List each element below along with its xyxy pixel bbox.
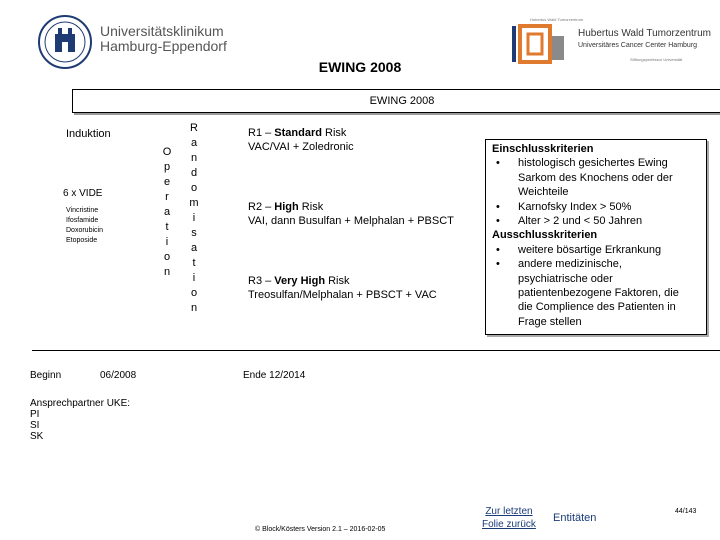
item-line: andere medizinische, (518, 258, 622, 271)
bullet: • (496, 243, 500, 256)
inclusion-item (492, 200, 700, 214)
item-line: die Complience des Patienten in (518, 301, 676, 314)
letter: t (192, 257, 196, 269)
item-line: Karnofsky Index > 50% (518, 200, 632, 213)
letter: p (163, 161, 171, 173)
item-line: Weichteile (518, 186, 569, 199)
arm-prefix: R2 – (248, 201, 275, 213)
arm-r2-title (248, 201, 323, 213)
arm-risk-level: Very High (274, 275, 326, 287)
arm-suffix: Risk (321, 127, 347, 139)
item-line: Frage stellen (518, 315, 582, 328)
letter: o (190, 182, 198, 194)
item-text (518, 257, 679, 329)
arm-risk-level: High (274, 201, 299, 213)
letter: a (163, 206, 171, 218)
bullet: • (496, 200, 500, 213)
hw-tagline: Stiftungsprofessur Universität (630, 57, 683, 62)
page-number: 44/143 (675, 508, 697, 515)
contacts-block (30, 398, 130, 442)
induction-regimen (63, 188, 102, 199)
uke-logo-text (100, 24, 227, 54)
back-link-line: Folie zurück (482, 519, 536, 530)
criteria-box (485, 139, 707, 335)
page-title: EWING 2008 (318, 59, 402, 75)
hw-logo-line-1: Hubertus Wald Tumorzentrum (578, 28, 712, 39)
inclusion-item (492, 214, 700, 228)
exclusion-item (492, 243, 700, 257)
letter: s (191, 227, 197, 239)
uke-logo-line-2: Hamburg-Eppendorf (100, 38, 227, 54)
arm-risk-level: Standard (274, 127, 322, 139)
letter: i (192, 272, 196, 284)
arm-suffix: Risk (325, 275, 350, 287)
letter: r (165, 191, 169, 203)
item-line: Sarkom des Knochens oder der (518, 171, 673, 184)
uke-logo-line-1: Universitätsklinikum (100, 23, 224, 39)
letter: n (190, 302, 198, 314)
item-line: Alter > 2 und < 50 Jahren (518, 215, 643, 228)
item-line: psychiatrische oder (518, 272, 613, 285)
letter: d (190, 167, 198, 179)
exclusion-item (492, 257, 700, 329)
regimen-text: 6 x VIDE (63, 188, 103, 199)
letter: o (190, 287, 198, 299)
drug-item: Doxorubicin (66, 227, 103, 234)
item-text (518, 156, 673, 199)
randomisation-vertical-label (187, 121, 201, 316)
inclusion-heading: Einschlusskriterien (492, 143, 594, 155)
arm-suffix: Risk (298, 201, 324, 213)
letter: i (165, 236, 169, 248)
hw-small-text: Hubertus Wald Tumorzentrum (530, 17, 584, 22)
letter: a (190, 242, 198, 254)
back-link-line: Zur letzten (485, 506, 533, 517)
operation-vertical-label (160, 145, 174, 280)
letter: O (162, 146, 172, 158)
arm-r1-treatment: VAC/VAI + Zoledronic (248, 141, 354, 153)
contacts-heading: Ansprechpartner UKE: (30, 398, 131, 409)
letter: t (165, 221, 169, 233)
letter: n (163, 266, 171, 278)
beginn-label: Beginn (30, 370, 62, 381)
bullet: • (496, 157, 500, 170)
entities-link[interactable]: Entitäten (553, 512, 597, 524)
drug-item: Ifosfamide (66, 217, 99, 224)
contact-name: PI (30, 409, 40, 420)
beginn-date: 06/2008 (100, 370, 137, 381)
back-to-last-slide-link[interactable] (482, 505, 536, 531)
induction-drug-list (66, 206, 103, 246)
hw-logo-text (578, 28, 718, 52)
bullet: • (496, 215, 500, 228)
arm-prefix: R3 – (248, 275, 275, 287)
inclusion-item (492, 156, 700, 199)
exclusion-heading: Ausschlusskriterien (492, 229, 598, 242)
induction-label: Induktion (66, 128, 111, 140)
arm-r1-title (248, 127, 346, 139)
item-line: weitere bösartige Erkrankung (518, 243, 662, 256)
letter: n (190, 152, 198, 164)
letter: R (190, 122, 198, 134)
item-line: histologisch gesichertes Ewing (518, 157, 668, 170)
drug-item: Vincristine (66, 207, 99, 214)
bullet: • (496, 258, 500, 271)
copyright-version: © Block/Kösters Version 2.1 – 2016-02-05 (255, 526, 386, 533)
contact-name: SI (30, 420, 40, 431)
letter: i (192, 212, 196, 224)
drug-item: Etoposide (66, 237, 98, 244)
item-line: patientenbezogene Faktoren, die (518, 287, 679, 300)
letter: e (163, 176, 171, 188)
contact-name: SK (30, 431, 44, 442)
letter: o (163, 251, 171, 263)
study-title-box: EWING 2008 (72, 89, 720, 113)
letter: m (189, 197, 199, 209)
arm-r3-title (248, 275, 350, 287)
divider-line (32, 350, 720, 351)
arm-r3-treatment: Treosulfan/Melphalan + PBSCT + VAC (248, 289, 437, 301)
arm-r2-treatment: VAI, dann Busulfan + Melphalan + PBSCT (248, 215, 454, 227)
hw-logo-line-2: Universitäres Cancer Center Hamburg (578, 42, 698, 49)
arm-prefix: R1 – (248, 127, 275, 139)
letter: a (190, 137, 198, 149)
end-date: Ende 12/2014 (243, 370, 306, 381)
